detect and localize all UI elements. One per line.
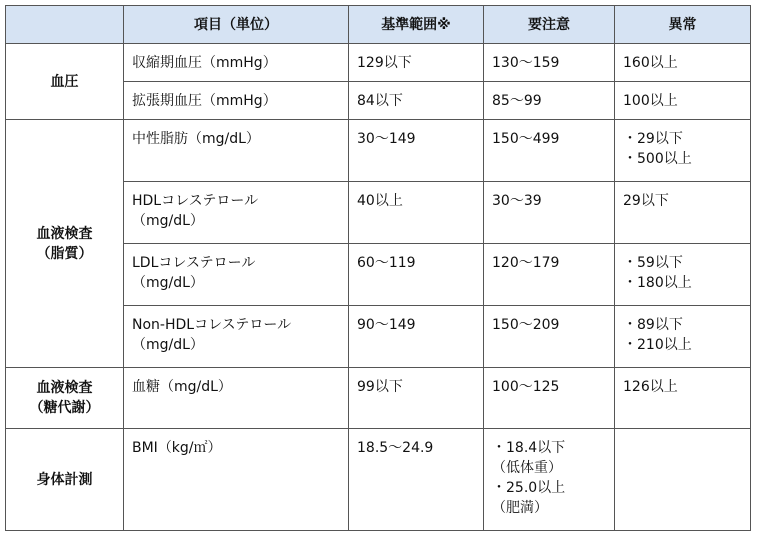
caution-cell (484, 429, 615, 531)
reference-value: 90〜149 (357, 317, 416, 333)
abnormal-value: 29以下 (623, 193, 669, 209)
reference-cell (349, 82, 484, 120)
item-cell (124, 368, 349, 429)
item-label: 血糖（mg/dL） (132, 379, 232, 395)
reference-cell (349, 244, 484, 306)
item-label: HDLコレステロール (132, 193, 259, 209)
caution-value: ・18.4以下 (492, 440, 566, 456)
caution-note: （肥満） (492, 500, 548, 516)
item-label: 収縮期血圧（mmHg） (132, 55, 277, 71)
reference-values-table (5, 5, 751, 531)
item-unit: （mg/dL） (132, 213, 204, 229)
item-unit: （mg/dL） (132, 275, 204, 291)
item-cell (124, 44, 349, 82)
caution-cell (484, 306, 615, 368)
header-reference-range: 基準範囲※ (349, 6, 484, 44)
reference-cell (349, 120, 484, 182)
reference-value: 60〜119 (357, 255, 416, 271)
caution-cell (484, 182, 615, 244)
category-label: 血液検査 (36, 225, 93, 242)
category-label: 血液検査 (36, 380, 93, 396)
caution-value: 130〜159 (492, 55, 560, 71)
item-cell (124, 306, 349, 368)
abnormal-value: ・89以下 (623, 317, 683, 333)
caution-value: 150〜209 (492, 317, 560, 333)
category-label: 身体計測 (36, 471, 93, 488)
reference-cell (349, 368, 484, 429)
reference-cell (349, 44, 484, 82)
category-label: 血圧 (50, 73, 79, 90)
caution-cell (484, 244, 615, 306)
reference-cell (349, 182, 484, 244)
caution-cell (484, 120, 615, 182)
abnormal-cell (615, 82, 751, 120)
table-row (6, 368, 751, 429)
table-row (6, 44, 751, 82)
caution-value: 100〜125 (492, 379, 560, 395)
reference-value: 40以上 (357, 193, 403, 209)
table-row (6, 120, 751, 182)
reference-value: 99以下 (357, 379, 403, 395)
abnormal-cell (615, 182, 751, 244)
abnormal-cell (615, 306, 751, 368)
abnormal-value: ・180以上 (623, 275, 692, 291)
item-label: 拡張期血圧（mmHg） (132, 93, 277, 109)
reference-cell (349, 429, 484, 531)
caution-value: 120〜179 (492, 255, 560, 271)
item-unit: （mg/dL） (132, 337, 204, 353)
reference-value: 129以下 (357, 55, 412, 71)
caution-value: ・25.0以上 (492, 480, 566, 496)
item-label: LDLコレステロール (132, 255, 256, 271)
abnormal-cell (615, 429, 751, 531)
header-row (6, 6, 751, 44)
abnormal-value: ・500以上 (623, 151, 692, 167)
item-cell (124, 82, 349, 120)
abnormal-value: ・210以上 (623, 337, 692, 353)
category-cell (6, 44, 124, 120)
caution-value: 150〜499 (492, 131, 560, 147)
abnormal-cell (615, 368, 751, 429)
caution-note: （低体重） (492, 460, 562, 476)
caution-value: 30〜39 (492, 193, 542, 209)
category-cell (6, 368, 124, 429)
caution-cell (484, 368, 615, 429)
abnormal-cell (615, 244, 751, 306)
header-category (6, 6, 124, 44)
abnormal-value: 100以上 (623, 93, 678, 109)
item-cell (124, 182, 349, 244)
reference-value: 84以下 (357, 93, 403, 109)
item-cell (124, 120, 349, 182)
item-label: Non-HDLコレステロール (132, 317, 292, 333)
reference-cell (349, 306, 484, 368)
category-sublabel: （糖代謝） (29, 400, 100, 416)
category-sublabel: （脂質） (36, 245, 93, 262)
caution-value: 85〜99 (492, 93, 542, 109)
header-caution: 要注意 (484, 6, 615, 44)
item-cell (124, 244, 349, 306)
header-item: 項目（単位） (124, 6, 349, 44)
abnormal-value: 126以上 (623, 379, 678, 395)
item-label: 中性脂肪（mg/dL） (132, 131, 260, 147)
abnormal-value: 160以上 (623, 55, 678, 71)
caution-cell (484, 44, 615, 82)
header-abnormal: 異常 (615, 6, 751, 44)
reference-value: 30〜149 (357, 131, 416, 147)
abnormal-value: ・59以下 (623, 255, 683, 271)
reference-value: 18.5〜24.9 (357, 440, 434, 456)
abnormal-value: ・29以下 (623, 131, 683, 147)
item-cell (124, 429, 349, 531)
abnormal-cell (615, 120, 751, 182)
abnormal-cell (615, 44, 751, 82)
item-label: BMI（kg/㎡） (132, 440, 222, 456)
table-row (6, 429, 751, 531)
caution-cell (484, 82, 615, 120)
category-cell (6, 429, 124, 531)
category-cell (6, 120, 124, 368)
